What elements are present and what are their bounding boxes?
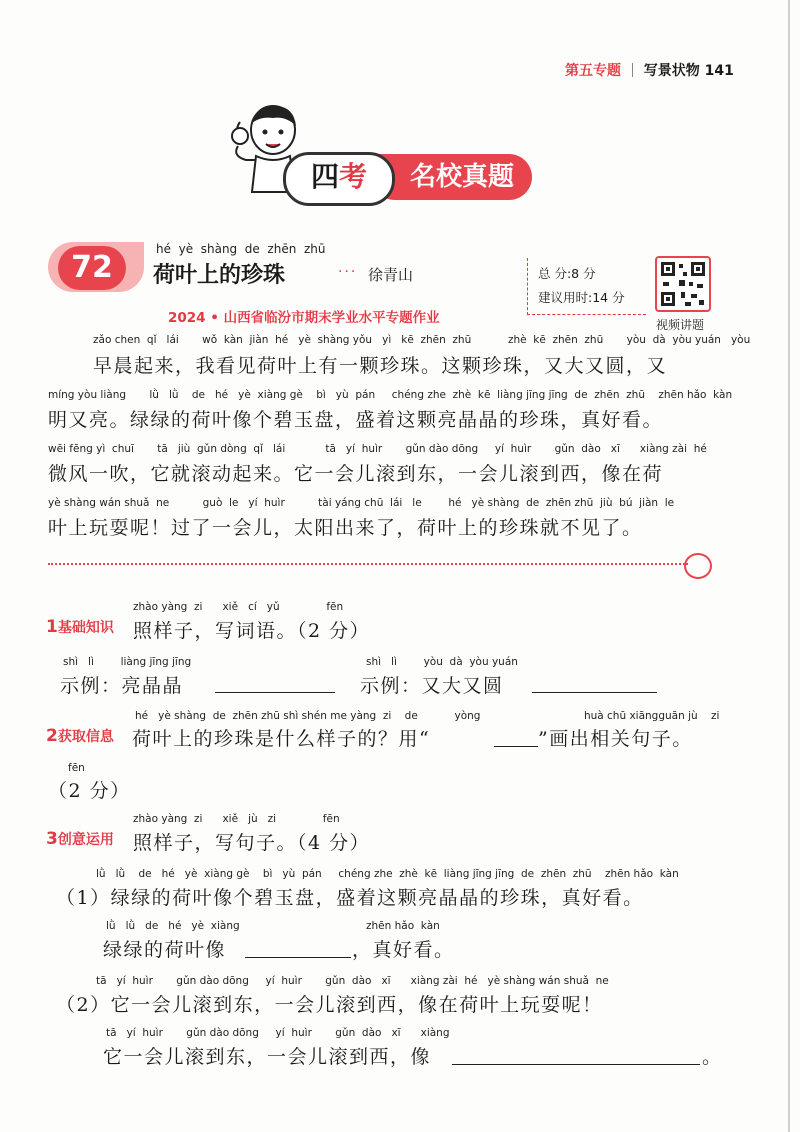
q3-text: 照样子，写句子。（4 分） [133, 832, 371, 854]
q2-underline-mark [494, 746, 538, 747]
q2-score: （2 分） [48, 780, 131, 802]
q1-pinyin: zhào yàng zi xiě cí yǔ fēn [133, 601, 344, 613]
page-header [565, 60, 734, 80]
passage-number: 72 [58, 246, 126, 290]
passage-line-3: 微风一吹，它就滚动起来。它一会儿滚到东，一会儿滚到西，像在荷 [48, 463, 664, 485]
q2-label [46, 726, 114, 746]
q3-s2-answer-pinyin: tā yí huìr gǔn dào dōng yí huìr gǔn dào xī xiàng [106, 1027, 450, 1039]
qr-caption: 视频讲题 [656, 318, 705, 332]
qr-code-icon[interactable] [655, 256, 711, 312]
q1-label [46, 617, 114, 637]
passage-title: 荷叶上的珍珠 [153, 263, 286, 288]
passage-pinyin-4: yè shàng wán shuǎ ne guò le yí huìr tài yáng chū lái le hé yè shàng de zhēn zhū jiù bú jiàn le [48, 497, 675, 509]
q1-example2-pinyin: shì lì yòu dà yòu yuán [366, 656, 518, 668]
q2-score-pinyin: fēn [68, 762, 85, 774]
q1-tag: 基础知识 [57, 620, 114, 636]
passage-pinyin-2: míng yòu liàng lǜ lǜ de hé yè xiàng gè bì yù pán chéng zhe zhè kē liàng jīng jīng de zhēn zhū zhēn hǎo kàn [48, 389, 733, 401]
passage-line-2: 明又亮。绿绿的荷叶像个碧玉盘，盛着这颗亮晶晶的珍珠，真好看。 [48, 409, 664, 431]
passage-pinyin-3: wēi fēng yì chuī tā jiù gǔn dòng qǐ lái tā yí huìr gǔn dào dōng yí huìr gǔn dào xī xiàng zài hé [48, 443, 707, 455]
passage-pinyin-1: zǎo chen qǐ lái wǒ kàn jiàn hé yè shàng yǒu yì kē zhēn zhū zhè kē zhēn zhū yòu dà yòu yuán yòu [93, 334, 751, 346]
suggested-time: 建议用时:14 分 [538, 290, 625, 305]
header-separator [632, 63, 633, 77]
passage-source: 2024 • 山西省临汾市期末学业水平专题作业 [168, 310, 440, 326]
q3-label [46, 829, 114, 849]
q1-example2: 示例：又大又圆 [360, 675, 504, 697]
banner-char-2: 考 [339, 160, 368, 193]
q3-sentence-1: （1）绿绿的荷叶像个碧玉盘，盛着这颗亮晶晶的珍珠，真好看。 [56, 887, 644, 909]
q3-s1-answer-b: ，真好看。 [352, 939, 455, 961]
q3-s1-answer-a: 绿绿的荷叶像 [103, 939, 227, 961]
title-pinyin: hé yè shàng de zhēn zhū [156, 242, 326, 256]
q3-number: 3 [46, 829, 58, 849]
passage-line-1: 早晨起来，我看见荷叶上有一颗珍珠。这颗珍珠，又大又圆，又 [93, 355, 668, 377]
q3-sentence-2: （2）它一会儿滚到东，一会儿滚到西，像在荷叶上玩耍呢！ [56, 994, 603, 1016]
q1-example1-pinyin: shì lì liàng jīng jīng [63, 656, 192, 668]
q3-s1-answer-blank[interactable] [245, 957, 351, 958]
q1-answer-blank-2[interactable] [532, 692, 657, 693]
q3-s2-answer-a: 它一会儿滚到东，一会儿滚到西，像 [103, 1046, 432, 1068]
q3-s1-answer-pinyin-2: zhēn hǎo kàn [366, 920, 440, 932]
title-dots: ··· [338, 264, 358, 280]
section-label: 第五专题 [565, 63, 621, 79]
q1-text: 照样子，写词语。（2 分） [133, 620, 371, 642]
q1-answer-blank-1[interactable] [215, 692, 335, 693]
banner-badge [283, 152, 395, 206]
q3-s2-pinyin: tā yí huìr gǔn dào dōng yí huìr gǔn dào xī xiàng zài hé yè shàng wán shuǎ ne [96, 975, 609, 987]
q1-example1: 示例：亮晶晶 [60, 675, 184, 697]
q3-tag: 创意运用 [57, 832, 114, 848]
divider-badge-icon [684, 553, 712, 579]
passage-author: 徐青山 [368, 266, 414, 284]
total-score: 总 分:8 分 [538, 266, 596, 281]
q2-text-b: ”画出相关句子。 [538, 728, 693, 750]
q3-s1-pinyin: lǜ lǜ de hé yè xiàng gè bì yù pán chéng zhe zhè kē liàng jīng jīng de zhēn zhū zhēn hǎo kàn [96, 868, 679, 880]
q3-s2-answer-b: 。 [702, 1046, 723, 1068]
section-divider [48, 563, 688, 565]
q3-s1-answer-pinyin: lǜ lǜ de hé yè xiàng [106, 920, 240, 932]
page-edge [788, 0, 790, 1132]
q1-number: 1 [46, 617, 58, 637]
q2-text-a: 荷叶上的珍珠是什么样子的？用“ [132, 728, 431, 750]
topic-label: 写景状物 [643, 63, 700, 79]
q3-pinyin: zhào yàng zi xiě jù zi fēn [133, 813, 340, 825]
q2-tag: 获取信息 [57, 729, 114, 745]
banner-title [372, 154, 532, 200]
q2-pinyin: hé yè shàng de zhēn zhū shì shén me yàng zi de yòng huà chū xiāngguān jù zi [135, 710, 720, 722]
banner-main-label: 名校真题 [409, 162, 514, 192]
banner-char-1: 四 [310, 160, 339, 193]
page-number: 141 [704, 63, 734, 79]
q2-number: 2 [46, 726, 58, 746]
passage-line-4: 叶上玩耍呢！过了一会儿，太阳出来了，荷叶上的珍珠就不见了。 [48, 517, 643, 539]
q3-s2-answer-blank[interactable] [452, 1064, 700, 1065]
